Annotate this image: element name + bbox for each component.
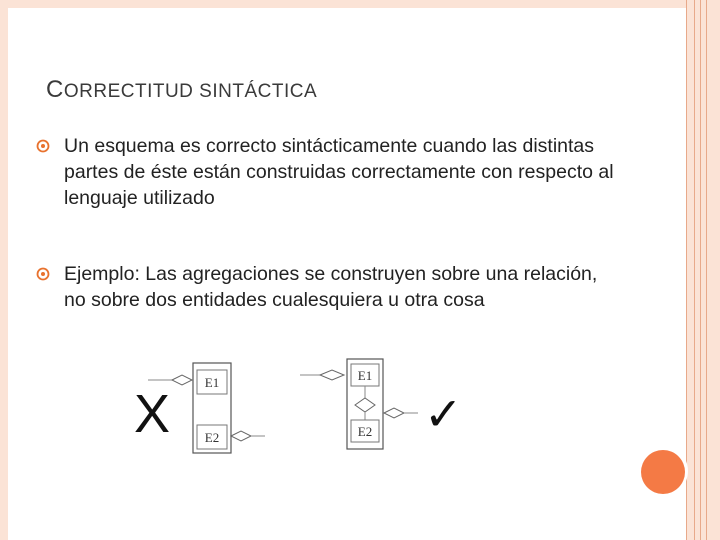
diamond-shape [384, 408, 404, 418]
entity-label: E1 [204, 375, 220, 390]
wrong-aggregation-diagram [134, 363, 265, 453]
wrong-mark-icon: X [134, 384, 171, 444]
title-rest: ORRECTITUD SINTÁCTICA [63, 81, 318, 102]
diamond-shape [231, 431, 251, 441]
bullet-text: Un esquema es correcto sintácticamente cuando las distintas partes de éste están construidas correctamente con respecto al lenguaje utilizado [64, 135, 614, 209]
correct-aggregation-diagram [300, 359, 463, 449]
entity-label: E1 [357, 368, 373, 383]
diamond-shape [172, 375, 192, 385]
diamond-shape [320, 370, 344, 380]
entity-label: E2 [357, 424, 373, 439]
entity-label: E2 [204, 430, 220, 445]
check-mark-icon: ✓ [424, 387, 463, 441]
title-initial: C [46, 76, 64, 103]
bullet-text: Ejemplo: Las agregaciones se construyen sobre una relación, no sobre dos entidades cualesquiera u otra cosa [64, 263, 598, 311]
